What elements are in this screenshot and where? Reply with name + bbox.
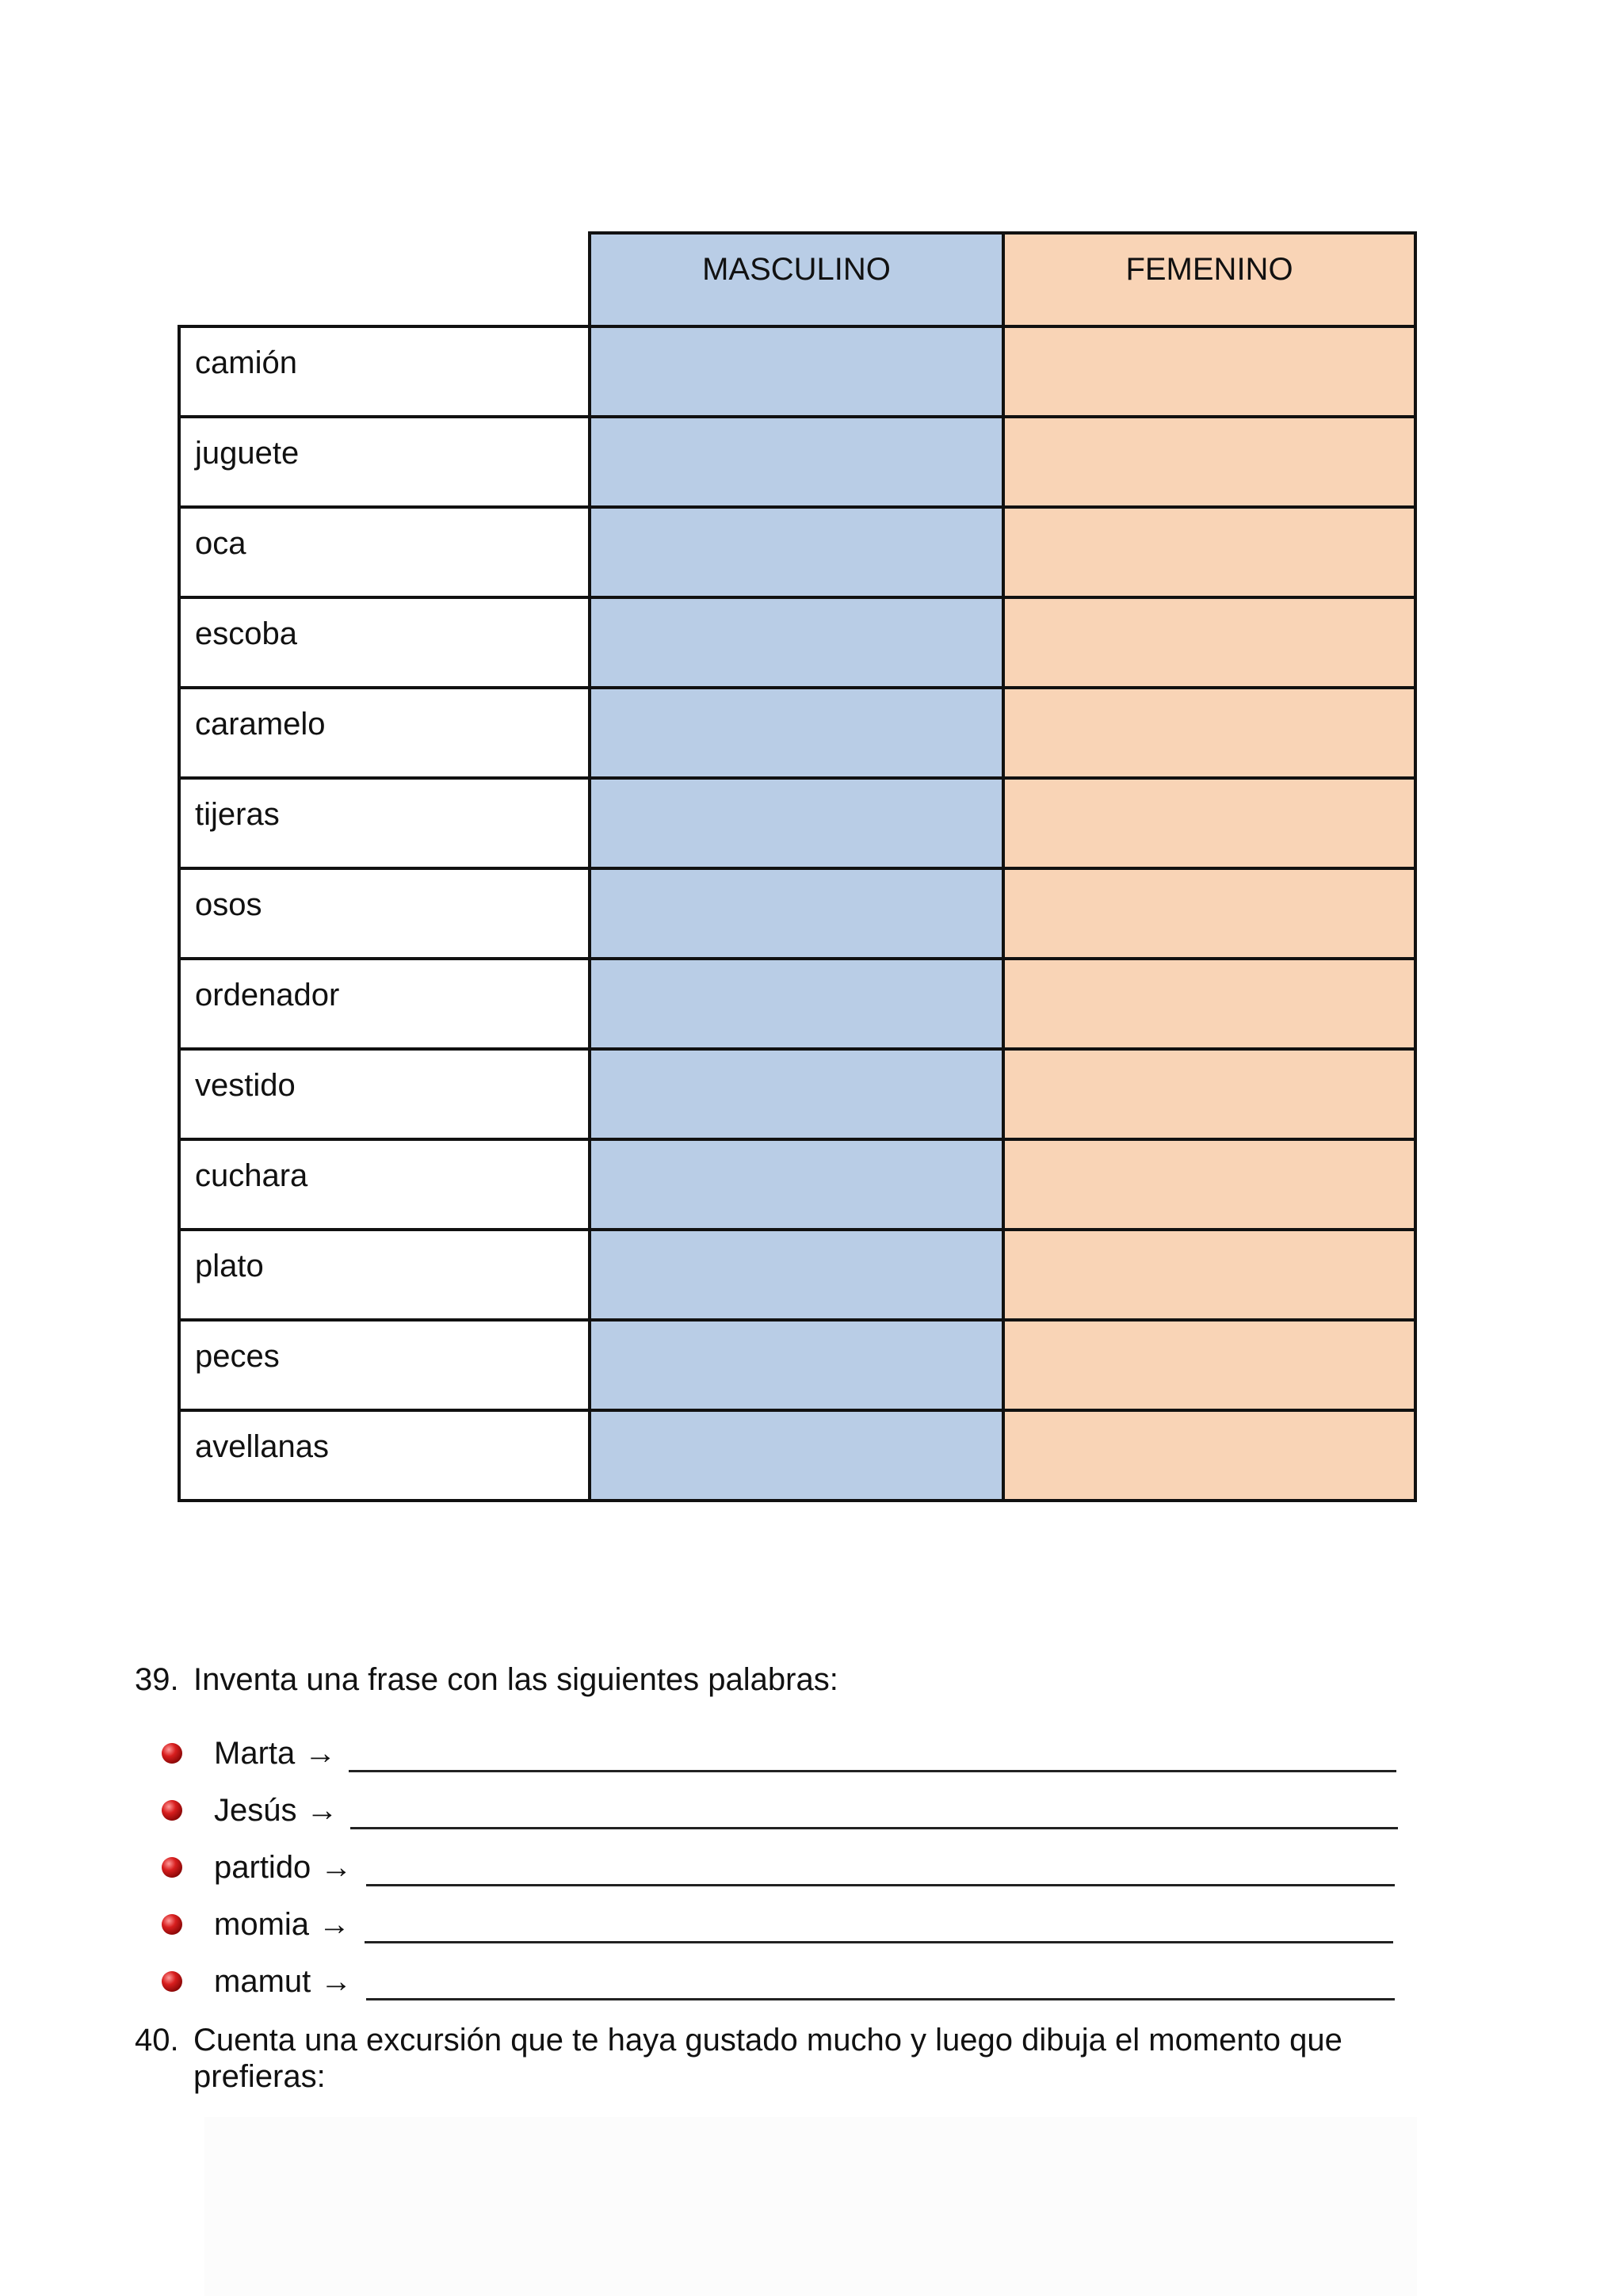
list-word [214, 1792, 338, 1829]
word-cell: escoba [179, 597, 590, 688]
masculino-cell[interactable] [590, 326, 1003, 417]
femenino-cell[interactable] [1003, 597, 1415, 688]
masculino-cell[interactable] [590, 1049, 1003, 1139]
word-cell: peces [179, 1320, 590, 1410]
table-row [179, 688, 1415, 778]
word-cell: plato [179, 1230, 590, 1320]
list-word [214, 1735, 336, 1772]
answer-line[interactable] [350, 1827, 1398, 1829]
table-row [179, 1410, 1415, 1501]
masculino-cell[interactable] [590, 778, 1003, 868]
arrow-right-icon: → [304, 1736, 337, 1771]
femenino-cell[interactable] [1003, 326, 1415, 417]
header-masculino: MASCULINO [590, 233, 1003, 326]
list-word-text: Marta [214, 1736, 296, 1771]
table-row [179, 507, 1415, 597]
arrow-right-icon: → [320, 1850, 353, 1885]
list-word [214, 1963, 352, 2000]
word-cell: ordenador [179, 959, 590, 1049]
list-item [0, 1792, 1623, 1840]
masculino-cell[interactable] [590, 597, 1003, 688]
masculino-cell[interactable] [590, 507, 1003, 597]
word-cell: osos [179, 868, 590, 959]
exercise-prompt: Inventa una frase con las siguientes palabras: [193, 1662, 838, 1697]
femenino-cell[interactable] [1003, 417, 1415, 507]
list-word-text: momia [214, 1907, 310, 1942]
word-cell: vestido [179, 1049, 590, 1139]
femenino-cell[interactable] [1003, 778, 1415, 868]
table-body [179, 326, 1415, 1501]
word-cell: avellanas [179, 1410, 590, 1501]
word-cell: cuchara [179, 1139, 590, 1230]
list-item [0, 1963, 1623, 2011]
header-femenino: FEMENINO [1003, 233, 1415, 326]
femenino-cell[interactable] [1003, 1410, 1415, 1501]
arrow-right-icon: → [306, 1793, 338, 1828]
word-cell: caramelo [179, 688, 590, 778]
word-cell: tijeras [179, 778, 590, 868]
femenino-cell[interactable] [1003, 868, 1415, 959]
table-row [179, 778, 1415, 868]
femenino-cell[interactable] [1003, 688, 1415, 778]
red-bullet-icon [162, 1800, 182, 1821]
table-row [179, 326, 1415, 417]
femenino-cell[interactable] [1003, 1139, 1415, 1230]
table-row [179, 1230, 1415, 1320]
exercise-number: 39. [135, 1662, 179, 1697]
table-row [179, 959, 1415, 1049]
femenino-cell[interactable] [1003, 507, 1415, 597]
answer-line[interactable] [366, 1998, 1395, 2000]
list-item [0, 1735, 1623, 1783]
masculino-cell[interactable] [590, 1410, 1003, 1501]
list-item [0, 1849, 1623, 1897]
exercise-number: 40. [135, 2023, 179, 2058]
masculino-cell[interactable] [590, 1320, 1003, 1410]
list-word-text: partido [214, 1850, 311, 1885]
word-cell: juguete [179, 417, 590, 507]
femenino-cell[interactable] [1003, 1230, 1415, 1320]
list-word [214, 1906, 350, 1943]
drawing-area[interactable] [204, 2117, 1417, 2296]
masculino-cell[interactable] [590, 417, 1003, 507]
table-header-row [179, 233, 1415, 326]
table-row [179, 1320, 1415, 1410]
femenino-cell[interactable] [1003, 1049, 1415, 1139]
table-row [179, 597, 1415, 688]
word-cell: camión [179, 326, 590, 417]
table-row [179, 1139, 1415, 1230]
list-word [214, 1849, 352, 1886]
masculino-cell[interactable] [590, 959, 1003, 1049]
table-row [179, 868, 1415, 959]
list-word-text: mamut [214, 1964, 311, 1999]
masculino-cell[interactable] [590, 688, 1003, 778]
red-bullet-icon [162, 1971, 182, 1992]
masculino-cell[interactable] [590, 1139, 1003, 1230]
header-blank-cell [179, 233, 590, 326]
masculino-cell[interactable] [590, 868, 1003, 959]
arrow-right-icon: → [319, 1907, 351, 1942]
exercise-prompt: Cuenta una excursión que te haya gustado mucho y luego dibuja el momento que prefieras: [193, 2023, 1342, 2094]
red-bullet-icon [162, 1914, 182, 1935]
femenino-cell[interactable] [1003, 1320, 1415, 1410]
masculino-cell[interactable] [590, 1230, 1003, 1320]
word-cell: oca [179, 507, 590, 597]
gender-table [178, 231, 1417, 1502]
list-item [0, 1906, 1623, 1954]
arrow-right-icon: → [320, 1964, 353, 1999]
list-word-text: Jesús [214, 1793, 297, 1828]
table-row [179, 417, 1415, 507]
red-bullet-icon [162, 1857, 182, 1878]
answer-line[interactable] [366, 1884, 1395, 1886]
red-bullet-icon [162, 1743, 182, 1764]
table-row [179, 1049, 1415, 1139]
answer-line[interactable] [365, 1941, 1393, 1943]
femenino-cell[interactable] [1003, 959, 1415, 1049]
answer-line[interactable] [349, 1770, 1396, 1772]
